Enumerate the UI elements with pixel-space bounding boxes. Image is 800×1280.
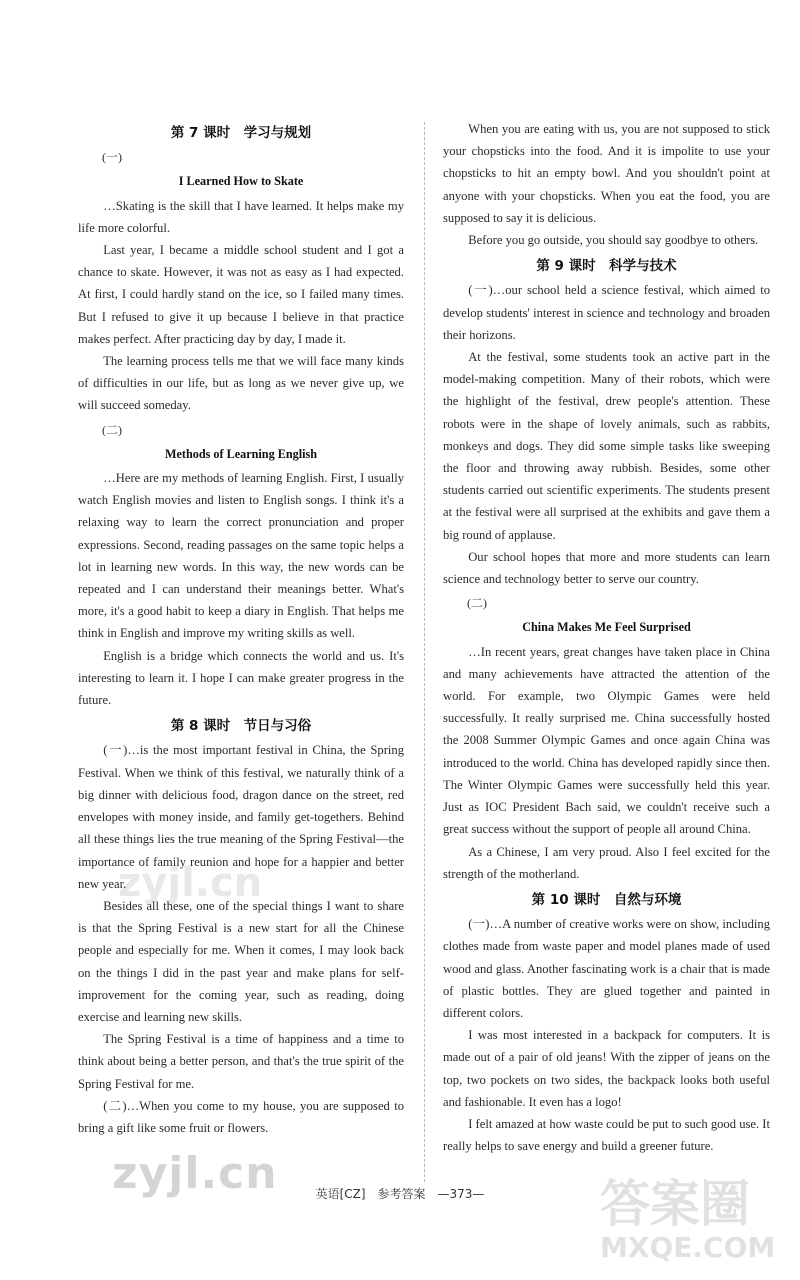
paragraph: …In recent years, great changes have taken place in China and many achievements have attracted the attention of the world. For example, two Olympic Games were held successfully. It really surprised me. China successfully hosted the 2008 Summer Olympic Games and once again China was introduced to the world. China has developed rapidly since then. The Winter Olympic Games were successfully held this year. Just as IOC President Bach said, we couldn't receive such a great success without the support of people all around China. [443, 644, 770, 837]
watermark-logo-url: MXQE.COM [600, 1231, 776, 1264]
watermark-logo [600, 1175, 790, 1275]
paragraph: (二)…When you come to my house, you are supposed to bring a gift like some fruit or flowers. [78, 1098, 404, 1135]
paragraph: …Here are my methods of learning English. First, I usually watch English movies and listen to English songs. I think it's a relaxing way to learn the correct pronunciation and proper expressions. Second, reading passages on the same topic helps a lot in learning new words. In this way, the new words can be repeated and I can understand their meanings better. What's more, it's a good habit to keep a diary in English. That helps me think in English and improve my writing skills as well. [78, 471, 404, 641]
paragraph: At the festival, some students took an active part in the model-making competition. Many of their robots, which were the highlight of the festival, drew people's attention. These robots were in the shape of lovely animals, such as rabbits, monkeys and dogs. They did some simple tasks like sweeping the floor and throwing away rubbish. Besides, some other students carried out scientific experiments. The students present at the festival were all surprised at the exhibits and gave them a big round of applause. [443, 350, 770, 542]
lesson-7-heading: 第 7 课时 学习与规划 [170, 125, 312, 141]
article-title: I Learned How to Skate [178, 174, 304, 189]
watermark-mid: zyjl.cn [118, 860, 263, 906]
paragraph: The learning process tells me that we will face many kinds of difficulties in our life, but as long as we never give up, we will succeed someday. [78, 354, 404, 413]
section-marker: (二) [467, 596, 487, 611]
paragraph: …Skating is the skill that I have learned. It helps make my life more colorful. [78, 198, 404, 235]
paragraph: (一)…our school held a science festival, which aimed to develop students' interest in science and technology and broaden their horizons. [443, 283, 770, 342]
paragraph: Last year, I became a middle school student and I got a chance to skate. However, it was not as easy as I had expected. At first, I could hardly stand on the ice, so I failed many times. But I refused to give it up because I believe in that practice makes perfect. After practicing day by day, I made it. [78, 243, 404, 346]
section-marker: (一) [102, 150, 122, 165]
section-marker: (二) [102, 422, 122, 437]
lesson-8-heading: 第 8 课时 节日与习俗 [170, 718, 312, 735]
paragraph: Besides all these, one of the special things I want to share is that the Spring Festival is a new start for all the Chinese people and especially for me. When it comes, I may look back on the things I did in the past year and make plans for self-improvement for the coming year, such as reading, doing exercise and learning new skills. [78, 898, 404, 1024]
paragraph: I felt amazed at how waste could be put to such good use. It really helps to save energy and build a greener future. [443, 1116, 770, 1154]
paragraph: (一)…A number of creative works were on show, including clothes made from waste paper and model planes made of used wood and glass. Another fascinating work is a chair that is made of plastic bottles. They are glued together and painted in different colors. [443, 917, 770, 1020]
lesson-10-heading: 第 10 课时 自然与环境 [531, 891, 682, 908]
paragraph: Our school hopes that more and more students can learn science and technology better to serve our country. [443, 549, 770, 587]
article-title: Methods of Learning English [164, 446, 318, 461]
paragraph: English is a bridge which connects the world and us. It's interesting to learn it. I hope I can make greater progress in the future. [78, 648, 404, 708]
watermark-logo-text: 答案圈 [600, 1175, 750, 1233]
paragraph: Before you go outside, you should say goodbye to others. [468, 233, 759, 248]
page-footer: 英语[CZ] 参考答案 —373— [315, 1187, 485, 1201]
article-title: China Makes Me Feel Surprised [522, 620, 691, 635]
column-divider [424, 122, 425, 1182]
paragraph: The Spring Festival is a time of happiness and a time to think about being a better person, and that's the true spirit of the Spring Festival for me. [78, 1032, 404, 1091]
paragraph: (一)…is the most important festival in China, the Spring Festival. When we think of this festival, we naturally think of a big dinner with delicious food, dragon dance on the street, red envelopes with money inside, and family get-togethers. Behind all these things lies the true meaning of the Spring Festival—the importance of family reunion and hope for a happier and better new year. [78, 743, 404, 891]
right-column [443, 118, 770, 1157]
left-column [78, 118, 404, 1139]
lesson-9-heading: 第 9 课时 科学与技术 [536, 258, 677, 275]
watermark-left: zyjl.cn [112, 1148, 278, 1199]
paragraph: I was most interested in a backpack for computers. It is made out of a pair of old jeans! With the zipper of jeans on the top, two pockets on two sides, the backpack looks both useful and fashionable. It even has a logo! [443, 1028, 770, 1109]
paragraph: As a Chinese, I am very proud. Also I feel excited for the strength of the motherland. [443, 844, 770, 881]
paragraph: When you are eating with us, you are not supposed to stick your chopsticks into the food. And it is impolite to use your chopsticks to hit an empty bowl. And you shouldn't point at anyone with your chopsticks. When you eat the food, you are supposed to say it is delicious. [443, 122, 770, 225]
